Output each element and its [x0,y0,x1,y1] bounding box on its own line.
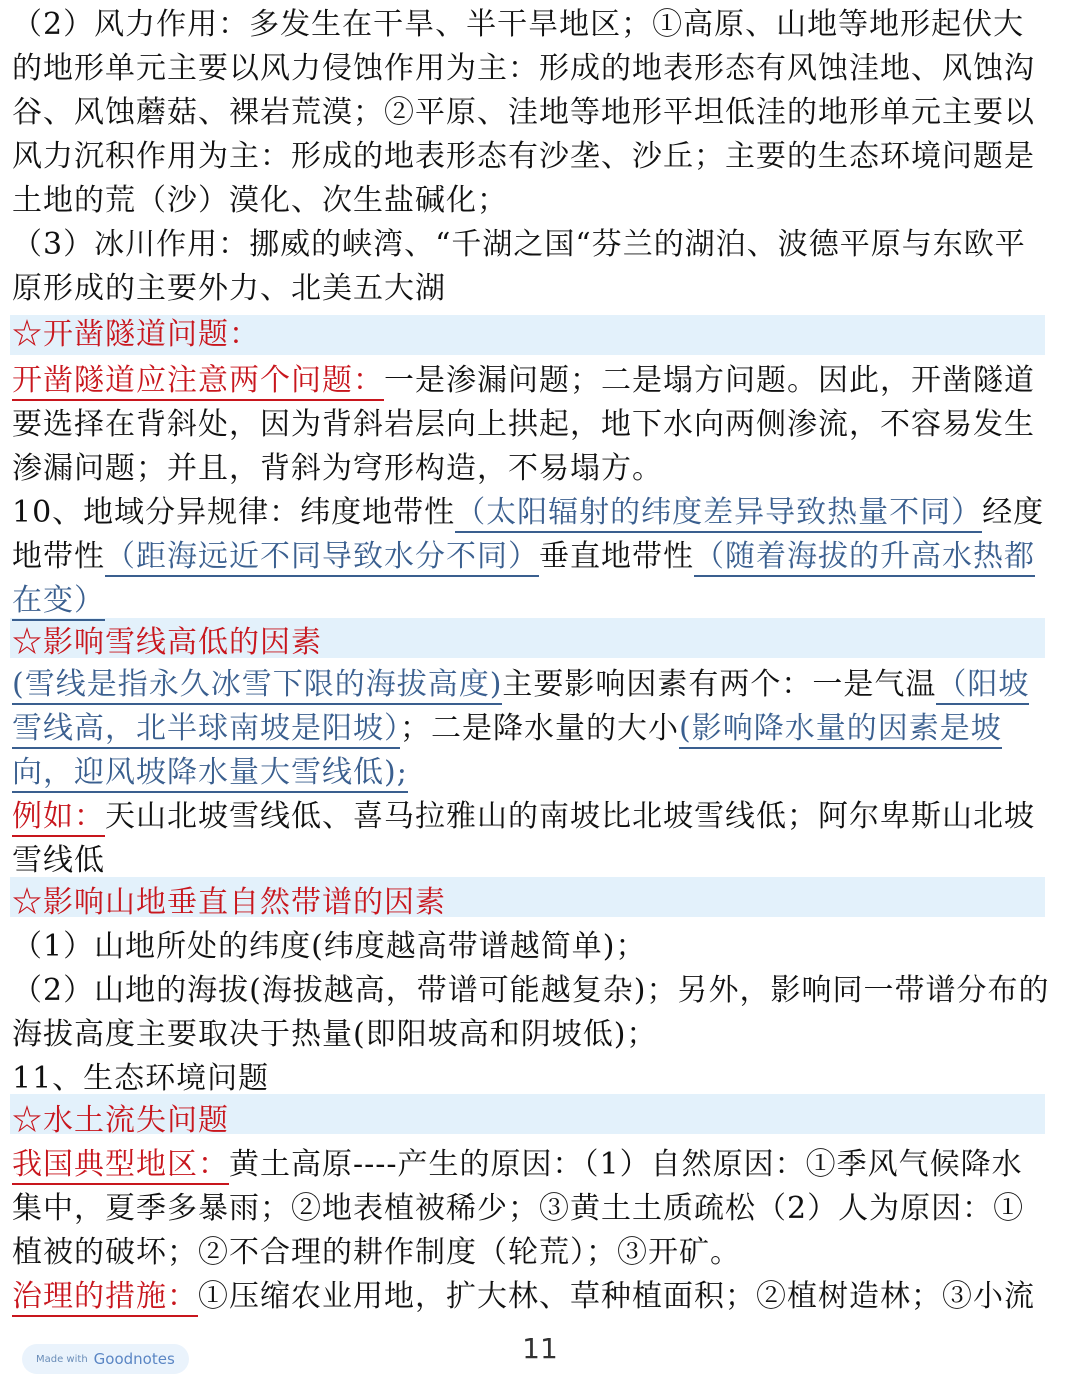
text-line [12,91,1047,135]
section-heading [12,313,1047,357]
text-line [12,663,1047,707]
body-text: 主要影响因素有两个：一是气温 [502,667,937,702]
text-line [12,925,1047,969]
body-text: 10、地域分异规律：纬度地带性 [12,495,456,530]
text-line [12,1143,1047,1187]
text-line [12,447,1047,491]
body-text: 植被的破坏；②不合理的耕作制度（轮荒）；③开矿。 [12,1235,741,1270]
text-line [12,267,1047,311]
body-text: （2）山地的海拔(海拔越高，带谱可能越复杂)；另外，影响同一带谱分布的 [12,973,1050,1008]
annotation-text: 雪线高，北半球南坡是阳坡） [12,711,400,749]
annotation-text: （距海远近不同导致水分不同） [105,539,539,577]
annotation-text: (影响降水量的因素是坡 [679,711,1002,749]
body-text: 要选择在背斜处，因为背斜岩层向上拱起，地下水向两侧渗流，不容易发生 [12,407,1035,442]
body-text: 11、生态环境问题 [12,1061,270,1096]
text-line [12,1187,1047,1231]
label-text: 治理的措施： [12,1279,198,1317]
text-line [12,3,1047,47]
text-line [12,359,1047,403]
body-text: 地带性 [12,539,105,574]
badge-made-with: Made with [36,1353,88,1365]
text-line [12,707,1047,751]
body-text: （2）风力作用：多发生在干旱、半干旱地区；①高原、山地等地形起伏大 [12,7,1025,42]
text-line [12,491,1047,535]
body-text: （3）冰川作用：挪威的峡湾、“千湖之国“芬兰的湖泊、波德平原与东欧平 [12,227,1026,262]
body-text: 雪线低 [12,843,105,878]
text-line [12,1231,1047,1275]
annotation-text: （太阳辐射的纬度差异导致热量不同） [455,495,982,533]
badge-brand: Goodnotes [93,1350,175,1368]
page-number: 11 [522,1332,558,1365]
body-text: 海拔高度主要取决于热量(即阳坡高和阴坡低)； [12,1017,658,1052]
heading-text: ☆影响雪线高低的因素 [12,625,322,660]
body-text: 集中，夏季多暴雨；②地表植被稀少；③黄土土质疏松（2）人为原因：① [12,1191,1025,1226]
text-line [12,1275,1047,1319]
text-line [12,579,1047,623]
annotation-text: （随着海拔的升高水热都 [694,539,1035,577]
section-heading [12,1099,1047,1143]
text-line [12,223,1047,267]
section-heading [12,881,1047,925]
section-heading [12,621,1047,665]
body-text: 谷、风蚀蘑菇、裸岩荒漠；②平原、洼地等地形平坦低洼的地形单元主要以 [12,95,1035,130]
body-text: 的地形单元主要以风力侵蚀作用为主：形成的地表形态有风蚀洼地、风蚀沟 [12,51,1035,86]
text-line [12,1057,1047,1101]
text-line [12,839,1047,883]
annotation-text: (雪线是指永久冰雪下限的海拔高度) [12,667,502,705]
body-text: ；二是降水量的大小 [400,711,679,746]
heading-text: ☆影响山地垂直自然带谱的因素 [12,885,446,920]
text-line [12,969,1050,1013]
text-line [12,135,1047,179]
text-line [12,751,1047,795]
body-text: 原形成的主要外力、北美五大湖 [12,271,446,306]
text-line [12,1013,1047,1057]
body-text: （1）山地所处的纬度(纬度越高带谱越简单)； [12,929,647,964]
heading-text: ☆开凿隧道问题： [12,317,260,352]
body-text: 一是渗漏问题；二是塌方问题。因此，开凿隧道 [384,363,1035,398]
heading-text: ☆水土流失问题 [12,1103,229,1138]
annotation-text: 向，迎风坡降水量大雪线低); [12,755,408,793]
body-text: 天山北坡雪线低、喜马拉雅山的南坡比北坡雪线低；阿尔卑斯山北坡 [105,799,1035,834]
label-text: 开凿隧道应注意两个问题： [12,363,384,401]
body-text: 垂直地带性 [539,539,694,574]
annotation-text: （阳坡 [936,667,1029,705]
text-line [12,535,1047,579]
body-text: 风力沉积作用为主：形成的地表形态有沙垄、沙丘；主要的生态环境问题是 [12,139,1035,174]
text-line [12,403,1047,447]
text-line [12,795,1047,839]
label-text: 我国典型地区： [12,1147,229,1185]
body-text: 黄土高原----产生的原因：（1）自然原因：①季风气候降水 [229,1147,1023,1182]
goodnotes-badge[interactable] [22,1344,189,1374]
annotation-text: 在变） [12,583,105,621]
text-line [12,47,1047,91]
text-line [12,179,1047,223]
body-text: 渗漏问题；并且，背斜为穹形构造，不易塌方。 [12,451,663,486]
label-text: 例如： [12,799,105,837]
body-text: 土地的荒（沙）漠化、次生盐碱化； [12,183,508,218]
body-text: 经度 [982,495,1045,530]
body-text: ①压缩农业用地，扩大林、草种植面积；②植树造林；③小流 [198,1279,1035,1314]
